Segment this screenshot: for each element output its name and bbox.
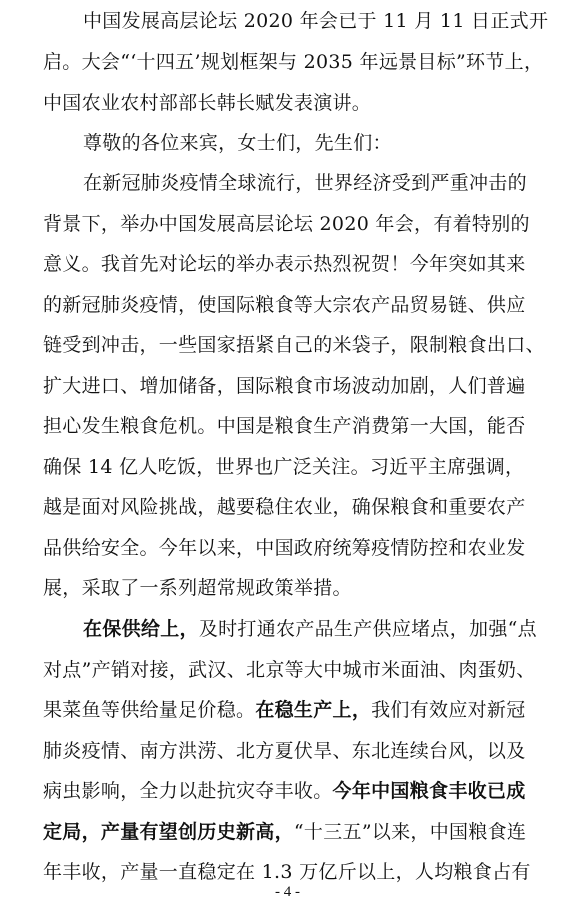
text-run: 对点”产销对接，武汉、北京等大中城市米面油、肉蛋奶、	[43, 659, 536, 681]
text-line	[43, 333, 545, 357]
text-run: 意义。我首先对论坛的举办表示热烈祝贺！今年突如其来	[43, 253, 526, 275]
text-line	[43, 860, 531, 884]
text-run: 的新冠肺炎疫情，使国际粮食等大宗农产品贸易链、供应	[43, 294, 526, 316]
text-line	[43, 739, 526, 763]
text-line	[43, 455, 524, 479]
text-line	[43, 91, 371, 115]
text-line	[83, 9, 548, 33]
text-line	[43, 293, 526, 317]
text-run: 越是面对风险挑战，越要稳住农业，确保粮食和重要农产	[43, 496, 526, 518]
text-run: 尊敬的各位来宾，女士们，先生们：	[83, 132, 392, 154]
text-run: 扩大进口、增加储备，国际粮食市场波动加剧，人们普遍	[43, 375, 526, 397]
text-run: 我们有效应对新冠	[371, 699, 526, 721]
text-run: 在新冠肺炎疫情全球流行，世界经济受到严重冲击的	[83, 172, 527, 194]
bold-heading: 在稳生产上，	[255, 699, 372, 721]
text-run: 背景下，举办中国发展高层论坛 2020 年会，有着特别的	[43, 213, 530, 235]
text-line	[43, 414, 526, 438]
bold-emphasis: 今年中国粮食丰收已成	[332, 780, 526, 802]
text-run: 果菜鱼等供给量足价稳。	[43, 699, 256, 721]
text-line	[43, 658, 536, 682]
text-line	[43, 779, 526, 803]
text-run: 展，采取了一系列超常规政策举措。	[43, 577, 352, 599]
text-line	[43, 50, 543, 74]
text-run: “十三五”以来，中国粮食连	[293, 821, 527, 843]
text-line	[83, 131, 392, 155]
text-line	[43, 820, 526, 844]
text-run: 品供给安全。今年以来，中国政府统筹疫情防控和农业发	[43, 537, 526, 559]
text-run: 年丰收，产量一直稳定在 1.3 万亿斤以上，人均粮食占有	[43, 861, 531, 883]
text-line	[43, 536, 526, 560]
text-line	[43, 576, 352, 600]
text-line	[43, 212, 530, 236]
bold-heading: 在保供给上，	[83, 618, 199, 640]
text-line	[43, 698, 526, 722]
text-run: 确保 14 亿人吃饭，世界也广泛关注。习近平主席强调，	[43, 456, 525, 478]
text-line	[43, 495, 526, 519]
text-run: 中国发展高层论坛 2020 年会已于 11 月 11 日正式开	[83, 10, 549, 32]
text-line	[43, 252, 526, 276]
text-line	[43, 374, 526, 398]
text-run: 及时打通农产品生产供应堵点，加强“点	[198, 618, 537, 640]
text-run: 肺炎疫情、南方洪涝、北方夏伏旱、东北连续台风，以及	[43, 740, 526, 762]
bold-emphasis: 定局，产量有望创历史新高，	[43, 821, 294, 843]
text-line	[83, 617, 537, 641]
text-run: 启。大会“‘十四五’规划框架与 2035 年远景目标”环节上，	[43, 51, 544, 73]
page-number: - 4 -	[275, 884, 300, 900]
text-run: 担心发生粮食危机。中国是粮食生产消费第一大国，能否	[43, 415, 526, 437]
text-run: 病虫影响，全力以赴抗灾夺丰收。	[43, 780, 333, 802]
text-run: 链受到冲击，一些国家捂紧自己的米袋子，限制粮食出口、	[43, 334, 545, 356]
text-run: 中国农业农村部部长韩长赋发表演讲。	[43, 92, 372, 114]
text-line	[83, 171, 527, 195]
